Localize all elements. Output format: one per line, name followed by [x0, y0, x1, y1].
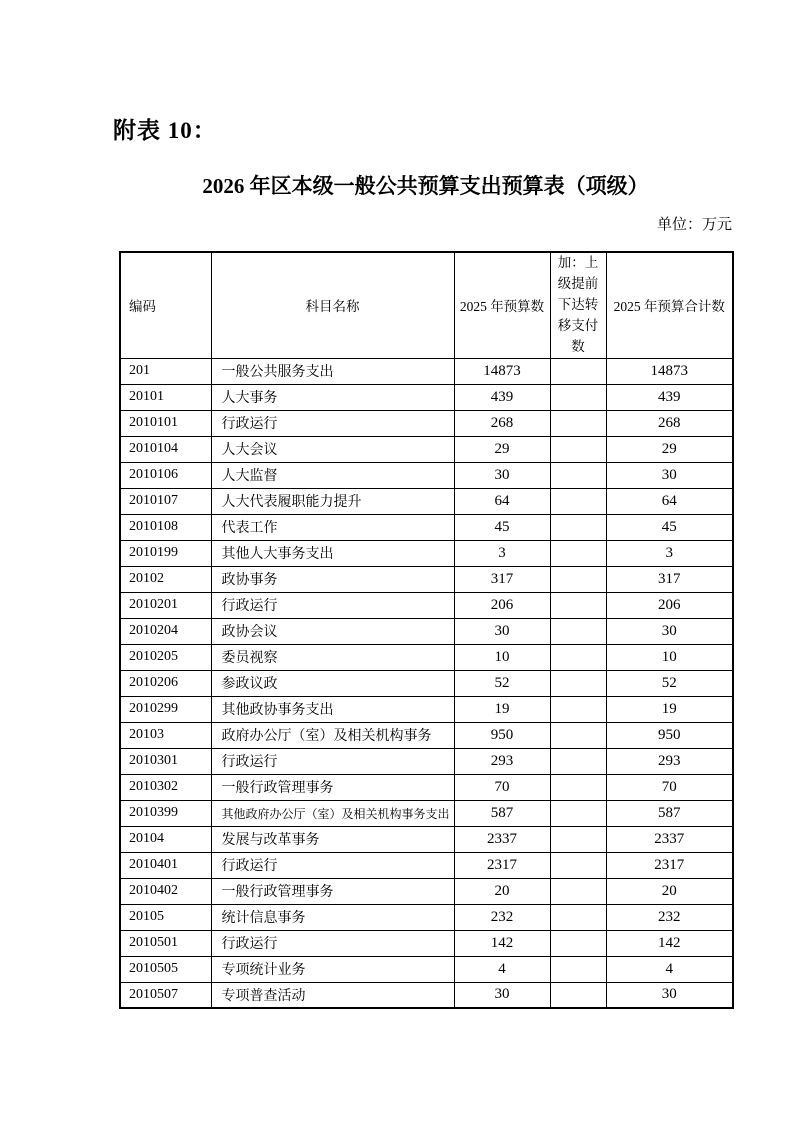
budget-2025-cell: 30: [454, 462, 550, 488]
transfer-payment-cell: [550, 722, 606, 748]
code-cell: 20104: [120, 826, 211, 852]
table-row: [120, 514, 733, 540]
code-cell: 2010106: [120, 462, 211, 488]
code-cell: 20101: [120, 384, 211, 410]
subject-name-cell: 代表工作: [211, 514, 454, 540]
budget-total-cell: 293: [606, 748, 733, 774]
budget-total-cell: 232: [606, 904, 733, 930]
budget-total-cell: 30: [606, 982, 733, 1008]
code-cell: 2010507: [120, 982, 211, 1008]
code-cell: 20103: [120, 722, 211, 748]
column-header-budget-total-2025: 2025 年预算合计数: [606, 252, 733, 358]
budget-total-cell: 30: [606, 462, 733, 488]
budget-2025-cell: 587: [454, 800, 550, 826]
budget-2025-cell: 293: [454, 748, 550, 774]
code-cell: 2010107: [120, 488, 211, 514]
transfer-payment-cell: [550, 904, 606, 930]
budget-2025-cell: 10: [454, 644, 550, 670]
budget-total-cell: 14873: [606, 358, 733, 384]
budget-2025-cell: 206: [454, 592, 550, 618]
table-row: [120, 878, 733, 904]
budget-total-cell: 52: [606, 670, 733, 696]
subject-name-cell: 专项普查活动: [211, 982, 454, 1008]
budget-total-cell: 439: [606, 384, 733, 410]
unit-note: 单位：万元: [656, 217, 732, 233]
transfer-payment-cell: [550, 410, 606, 436]
budget-total-cell: 142: [606, 930, 733, 956]
code-cell: 2010108: [120, 514, 211, 540]
table-body: [120, 358, 733, 1008]
code-cell: 2010402: [120, 878, 211, 904]
column-header-code: 编码: [120, 252, 211, 358]
code-cell: 2010205: [120, 644, 211, 670]
subject-name-cell: 人大监督: [211, 462, 454, 488]
budget-2025-cell: 4: [454, 956, 550, 982]
transfer-payment-cell: [550, 358, 606, 384]
transfer-payment-cell: [550, 800, 606, 826]
column-header-budget-2025: 2025 年预算数: [454, 252, 550, 358]
budget-2025-cell: 3: [454, 540, 550, 566]
budget-2025-cell: 2337: [454, 826, 550, 852]
table-row: [120, 852, 733, 878]
budget-total-cell: 950: [606, 722, 733, 748]
budget-2025-cell: 70: [454, 774, 550, 800]
subject-name-cell: 统计信息事务: [211, 904, 454, 930]
transfer-payment-cell: [550, 878, 606, 904]
subject-name-cell: 行政运行: [211, 930, 454, 956]
table-header: [120, 252, 733, 358]
subject-name-cell: 其他政协事务支出: [211, 696, 454, 722]
budget-total-cell: 70: [606, 774, 733, 800]
code-cell: 2010204: [120, 618, 211, 644]
budget-2025-cell: 30: [454, 982, 550, 1008]
table-row: [120, 696, 733, 722]
subject-name-cell: 行政运行: [211, 592, 454, 618]
subject-name-cell: 政协会议: [211, 618, 454, 644]
subject-name-cell: 人大会议: [211, 436, 454, 462]
transfer-payment-cell: [550, 644, 606, 670]
subject-name-cell: 人大事务: [211, 384, 454, 410]
table-row: [120, 358, 733, 384]
column-header-subject-name: 科目名称: [211, 252, 454, 358]
transfer-payment-cell: [550, 774, 606, 800]
budget-2025-cell: 30: [454, 618, 550, 644]
table-row: [120, 982, 733, 1008]
budget-2025-cell: 142: [454, 930, 550, 956]
budget-total-cell: 10: [606, 644, 733, 670]
subject-name-cell: 人大代表履职能力提升: [211, 488, 454, 514]
header-row: [120, 252, 733, 358]
budget-2025-cell: 232: [454, 904, 550, 930]
budget-2025-cell: 2317: [454, 852, 550, 878]
budget-table: [119, 251, 734, 1009]
attachment-label: 附表 10：: [113, 118, 217, 143]
subject-name-cell: 一般行政管理事务: [211, 774, 454, 800]
transfer-payment-cell: [550, 930, 606, 956]
budget-total-cell: 206: [606, 592, 733, 618]
table-row: [120, 384, 733, 410]
table-row: [120, 956, 733, 982]
code-cell: 2010301: [120, 748, 211, 774]
budget-total-cell: 268: [606, 410, 733, 436]
table-row: [120, 722, 733, 748]
table-row: [120, 670, 733, 696]
transfer-payment-cell: [550, 696, 606, 722]
budget-2025-cell: 45: [454, 514, 550, 540]
code-cell: 201: [120, 358, 211, 384]
subject-name-cell: 委员视察: [211, 644, 454, 670]
budget-2025-cell: 14873: [454, 358, 550, 384]
subject-name-cell: 一般行政管理事务: [211, 878, 454, 904]
budget-2025-cell: 950: [454, 722, 550, 748]
budget-2025-cell: 439: [454, 384, 550, 410]
table-row: [120, 904, 733, 930]
table-row: [120, 748, 733, 774]
subject-name-cell: 发展与改革事务: [211, 826, 454, 852]
transfer-payment-cell: [550, 618, 606, 644]
transfer-payment-cell: [550, 514, 606, 540]
table-row: [120, 826, 733, 852]
transfer-payment-cell: [550, 748, 606, 774]
budget-total-cell: 2337: [606, 826, 733, 852]
code-cell: 2010201: [120, 592, 211, 618]
column-header-transfer-payment: 加：上级提前下达转移支付数: [550, 252, 606, 358]
subject-name-cell: 政府办公厅（室）及相关机构事务: [211, 722, 454, 748]
code-cell: 2010399: [120, 800, 211, 826]
transfer-payment-cell: [550, 670, 606, 696]
table-row: [120, 410, 733, 436]
budget-2025-cell: 268: [454, 410, 550, 436]
table-row: [120, 774, 733, 800]
transfer-payment-cell: [550, 488, 606, 514]
table-row: [120, 592, 733, 618]
code-cell: 20102: [120, 566, 211, 592]
table-row: [120, 540, 733, 566]
code-cell: 2010302: [120, 774, 211, 800]
table-row: [120, 930, 733, 956]
subject-name-cell: 参政议政: [211, 670, 454, 696]
table-row: [120, 488, 733, 514]
code-cell: 2010501: [120, 930, 211, 956]
budget-total-cell: 30: [606, 618, 733, 644]
budget-total-cell: 64: [606, 488, 733, 514]
budget-total-cell: 29: [606, 436, 733, 462]
budget-2025-cell: 19: [454, 696, 550, 722]
transfer-payment-cell: [550, 592, 606, 618]
budget-2025-cell: 20: [454, 878, 550, 904]
budget-2025-cell: 317: [454, 566, 550, 592]
code-cell: 2010101: [120, 410, 211, 436]
code-cell: 2010401: [120, 852, 211, 878]
transfer-payment-cell: [550, 462, 606, 488]
table-row: [120, 644, 733, 670]
budget-total-cell: 2317: [606, 852, 733, 878]
budget-total-cell: 587: [606, 800, 733, 826]
code-cell: 2010299: [120, 696, 211, 722]
subject-name-cell: 行政运行: [211, 852, 454, 878]
table-row: [120, 436, 733, 462]
subject-name-cell: 政协事务: [211, 566, 454, 592]
budget-total-cell: 4: [606, 956, 733, 982]
code-cell: 2010505: [120, 956, 211, 982]
subject-name-cell: 其他人大事务支出: [211, 540, 454, 566]
transfer-payment-cell: [550, 956, 606, 982]
page-title: 2026 年区本级一般公共预算支出预算表（项级）: [202, 174, 649, 198]
transfer-payment-cell: [550, 384, 606, 410]
budget-total-cell: 45: [606, 514, 733, 540]
budget-total-cell: 3: [606, 540, 733, 566]
budget-total-cell: 20: [606, 878, 733, 904]
table-row: [120, 566, 733, 592]
transfer-payment-cell: [550, 566, 606, 592]
transfer-payment-cell: [550, 540, 606, 566]
budget-2025-cell: 29: [454, 436, 550, 462]
subject-name-cell: 其他政府办公厅（室）及相关机构事务支出: [211, 800, 454, 826]
code-cell: 2010206: [120, 670, 211, 696]
code-cell: 2010104: [120, 436, 211, 462]
budget-2025-cell: 64: [454, 488, 550, 514]
code-cell: 20105: [120, 904, 211, 930]
budget-total-cell: 19: [606, 696, 733, 722]
table-row: [120, 462, 733, 488]
transfer-payment-cell: [550, 826, 606, 852]
transfer-payment-cell: [550, 852, 606, 878]
transfer-payment-cell: [550, 436, 606, 462]
table-row: [120, 618, 733, 644]
transfer-payment-cell: [550, 982, 606, 1008]
budget-2025-cell: 52: [454, 670, 550, 696]
subject-name-cell: 行政运行: [211, 410, 454, 436]
budget-total-cell: 317: [606, 566, 733, 592]
table-row: [120, 800, 733, 826]
subject-name-cell: 一般公共服务支出: [211, 358, 454, 384]
code-cell: 2010199: [120, 540, 211, 566]
subject-name-cell: 行政运行: [211, 748, 454, 774]
subject-name-cell: 专项统计业务: [211, 956, 454, 982]
